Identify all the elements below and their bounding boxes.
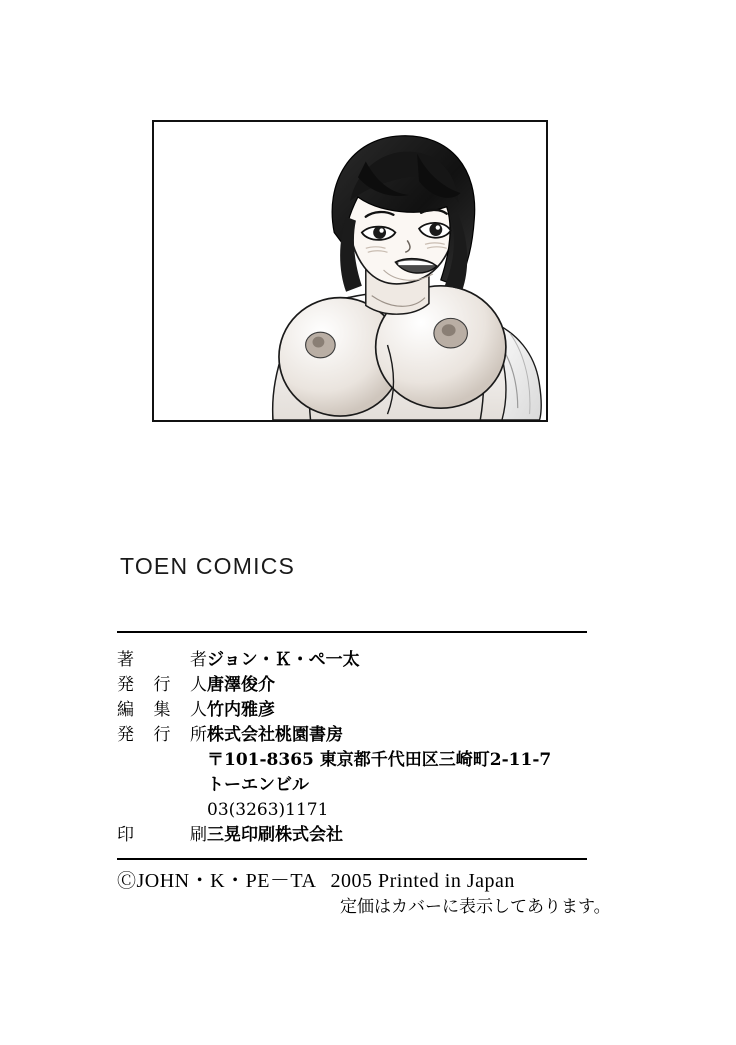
colophon-row (117, 823, 587, 848)
colophon-row (117, 798, 587, 823)
colophon-label: 発行人 (117, 675, 207, 695)
colophon-row (117, 648, 587, 673)
colophon-label: 編集人 (117, 700, 207, 720)
colophon-row (117, 748, 587, 773)
manga-character-illustration (154, 122, 546, 420)
colophon-label: 著 者 (117, 650, 207, 670)
colophon-value: トーエンビル (207, 775, 309, 795)
colophon-value: 株式会社桃園書房 (207, 725, 343, 745)
colophon-value: 03(3263)1171 (207, 800, 329, 820)
imprint-label: TOEN COMICS (120, 553, 296, 579)
colophon-row (117, 673, 587, 698)
divider-bottom (117, 858, 587, 860)
colophon-row (117, 773, 587, 798)
colophon-value: 竹内雅彦 (207, 700, 275, 720)
copyright-line (117, 864, 515, 893)
colophon-row (117, 698, 587, 723)
illustration-frame (152, 120, 548, 422)
price-note: 定価はカバーに表示してあります。 (340, 897, 611, 917)
colophon-value: 三晃印刷株式会社 (207, 825, 343, 845)
colophon-label: 発行所 (117, 725, 207, 745)
colophon-value: ジョン・Ｋ・ペ一太 (207, 650, 360, 670)
copyright-author: JOHN・K・PE－TA (136, 870, 317, 892)
colophon-value: 唐澤俊介 (207, 675, 275, 695)
divider-top (117, 631, 587, 633)
colophon-value: 〒101-8365 東京都千代田区三崎町2-11-7 (207, 750, 552, 770)
copyright-year: 2005 Printed in Japan (330, 870, 515, 892)
copyright-mark: Ⓒ (117, 871, 137, 892)
colophon-label: 印 刷 (117, 825, 207, 845)
colophon-row (117, 723, 587, 748)
colophon-table (117, 648, 587, 848)
